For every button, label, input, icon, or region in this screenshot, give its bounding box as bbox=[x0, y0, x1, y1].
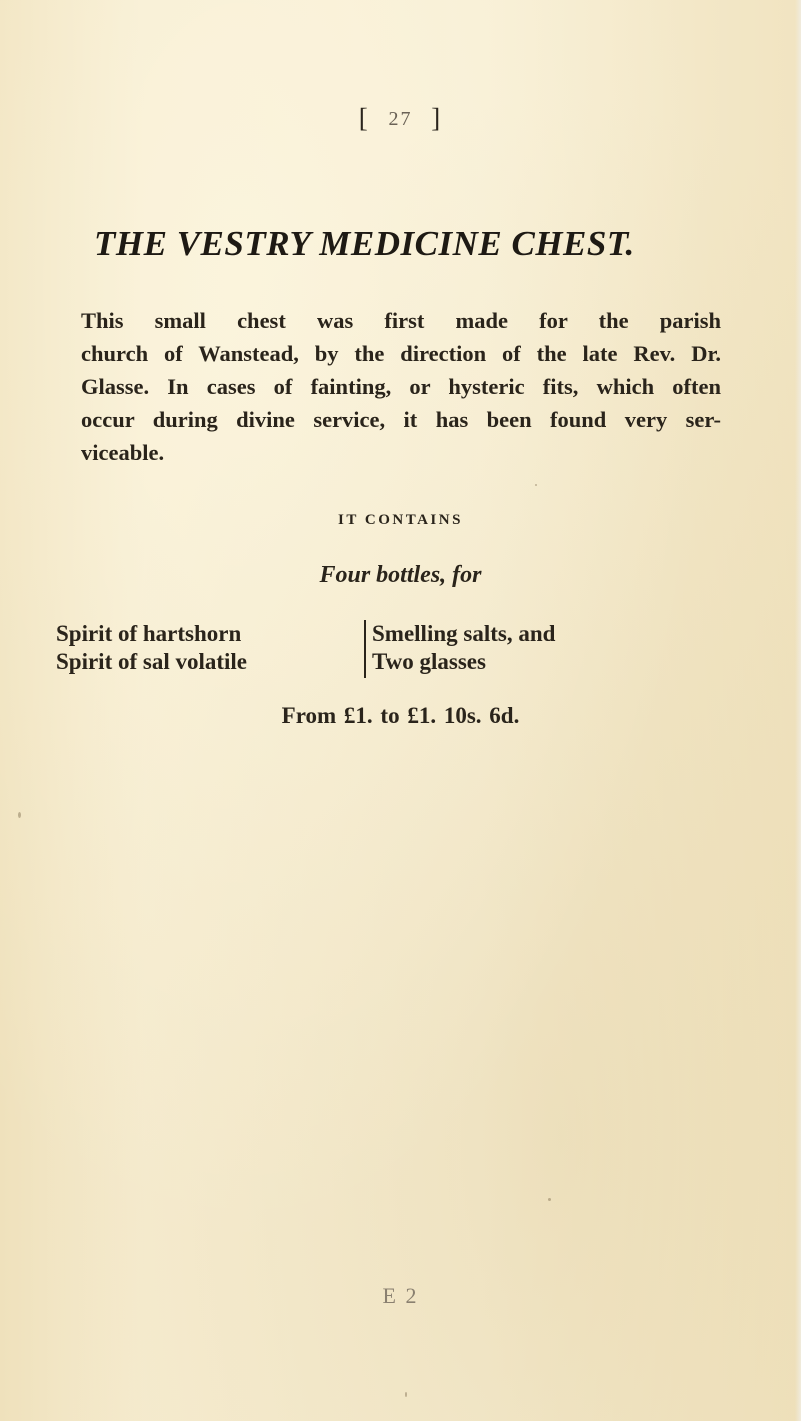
page-number bbox=[0, 103, 801, 134]
page-number-open-bracket: [ bbox=[358, 103, 370, 133]
paragraph-line: church of Wanstead, by the direction of the late Rev. Dr. bbox=[81, 341, 721, 366]
contents-item: Two glasses bbox=[372, 649, 486, 674]
paper-speck bbox=[535, 484, 537, 486]
paper-speck bbox=[405, 1392, 407, 1397]
contents-right-column bbox=[372, 620, 672, 676]
paper-speck bbox=[18, 812, 21, 818]
contents-item: Spirit of sal volatile bbox=[56, 649, 248, 674]
bottles-line: Four bottles, for bbox=[319, 562, 482, 588]
price-line: From £1. to £1. 10s. 6d. bbox=[281, 703, 520, 728]
contents-item: Spirit of hartshorn bbox=[56, 621, 242, 646]
paragraph-line: occur during divine service, it has been found very ser- bbox=[81, 407, 721, 432]
signature-mark: E 2 bbox=[382, 1283, 419, 1308]
column-divider bbox=[364, 620, 366, 678]
contents-item: Smelling salts, and bbox=[372, 621, 556, 646]
section-title: THE VESTRY MEDICINE CHEST. bbox=[94, 224, 635, 263]
page-number-close-bracket: ] bbox=[431, 103, 443, 133]
contains-heading: IT CONTAINS bbox=[338, 512, 463, 528]
paragraph-line: viceable. bbox=[81, 440, 165, 465]
page-number-value: 27 bbox=[388, 108, 413, 130]
paragraph-line: Glasse. In cases of fainting, or hysteric fits, which often bbox=[81, 374, 721, 399]
contents-left-column bbox=[56, 620, 356, 676]
description-paragraph bbox=[81, 304, 721, 469]
paragraph-line: This small chest was first made for the parish bbox=[81, 308, 721, 333]
paper-speck bbox=[548, 1198, 551, 1201]
